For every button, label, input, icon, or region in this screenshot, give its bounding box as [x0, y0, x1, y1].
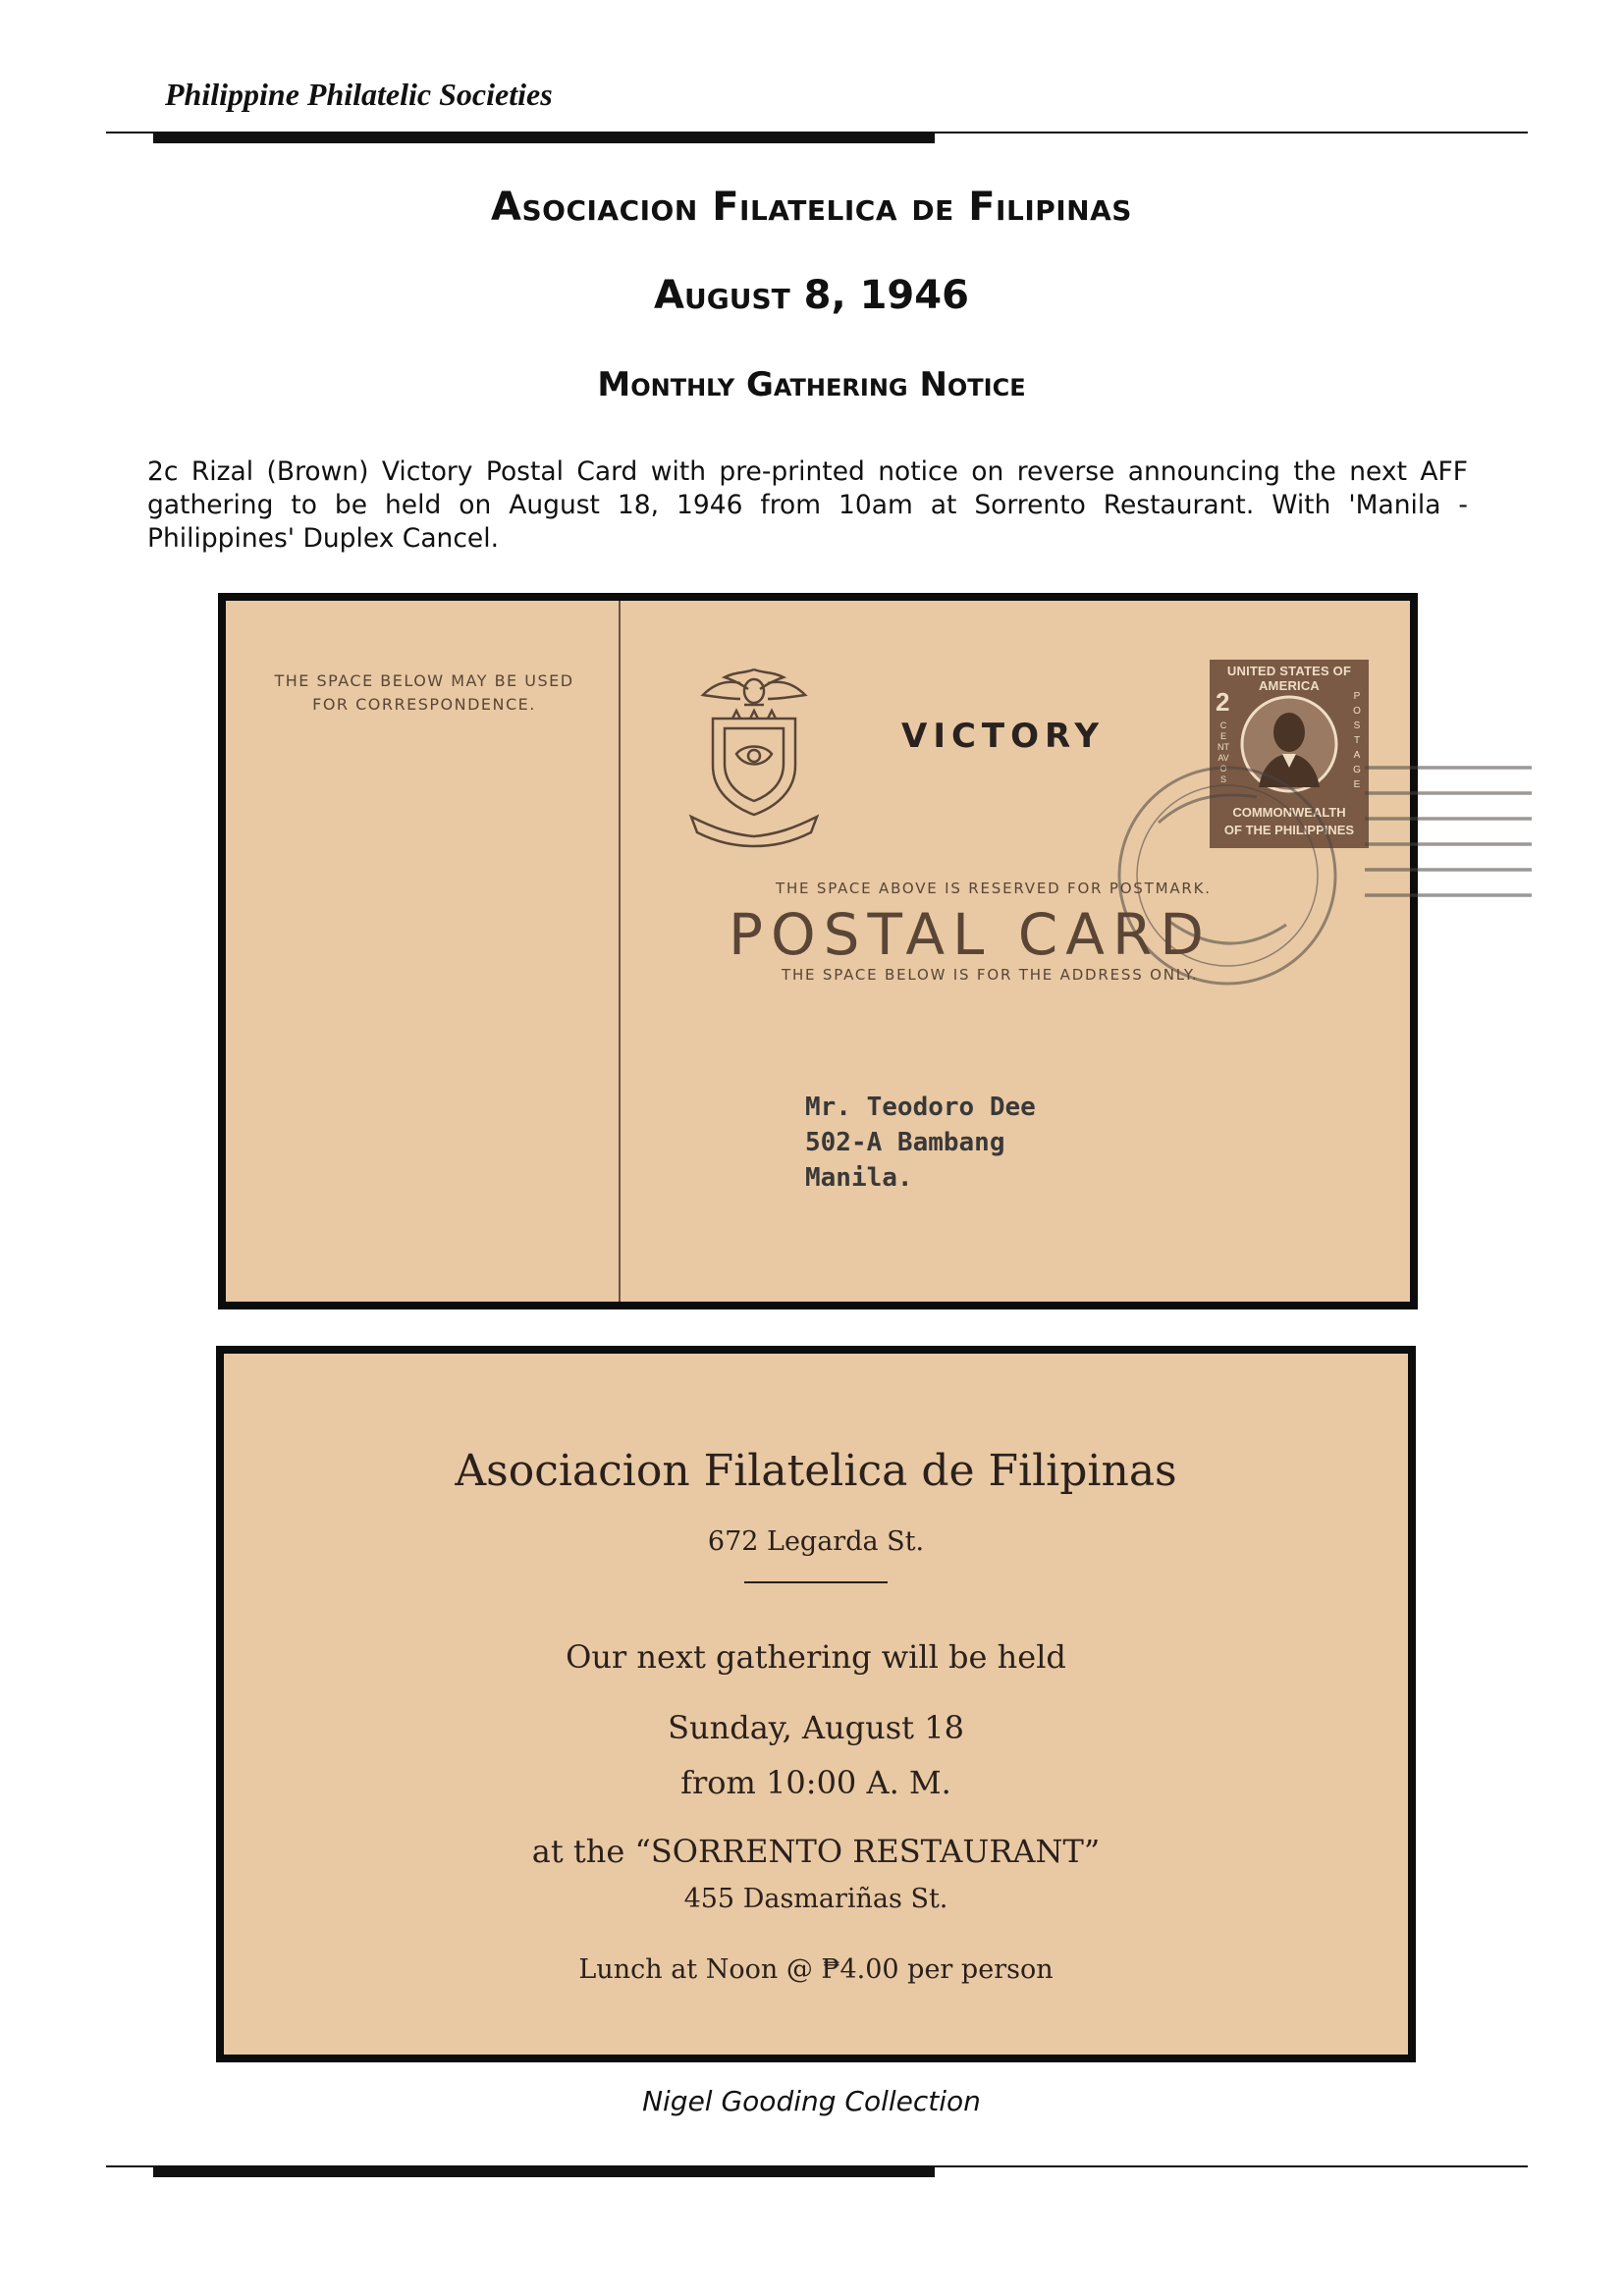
page-title: Asociacion Filatelica de Filipinas: [491, 185, 1132, 230]
correspondence-note-line: FOR CORRESPONDENCE.: [312, 695, 536, 714]
description: 2c Rizal (Brown) Victory Postal Card with pre-printed notice on reverse announcing the next AFF gathering to be held on August 18, 1946 from 10am at Sorrento Restaurant. With 'Manila - Philippines' Duplex Cancel.: [147, 456, 1468, 554]
stamp-currency: CENTAVOS: [1217, 721, 1229, 784]
notice-society-address: 672 Legarda St.: [707, 1526, 925, 1557]
address-line: Mr. Teodoro Dee: [805, 1093, 1036, 1122]
page-subtitle: Monthly Gathering Notice: [597, 365, 1026, 404]
stamp-commonwealth: COMMONWEALTH: [1232, 805, 1346, 820]
card-divider: [619, 601, 621, 1302]
address-only-note: THE SPACE BELOW IS FOR THE ADDRESS ONLY.: [782, 966, 1199, 984]
notice-venue-address: 455 Dasmariñas St.: [683, 1884, 948, 1914]
postmark-reserved-note: THE SPACE ABOVE IS RESERVED FOR POSTMARK.: [776, 880, 1212, 897]
notice-line: Our next gathering will be held: [566, 1638, 1066, 1676]
notice-rule: [744, 1581, 888, 1583]
notice-time: from 10:00 A. M.: [680, 1764, 951, 1801]
correspondence-note-line: THE SPACE BELOW MAY BE USED: [274, 671, 574, 690]
footer-rule-thick: [153, 2165, 935, 2177]
postal-card-front: [218, 593, 1418, 1309]
address-line: 502-A Bambang: [805, 1128, 1005, 1157]
notice-venue: at the “SORRENTO RESTAURANT”: [531, 1833, 1101, 1870]
notice-date: Sunday, August 18: [668, 1709, 964, 1746]
page-header-title: Philippine Philatelic Societies: [165, 77, 553, 112]
postal-card-label: POSTAL CARD: [729, 901, 1212, 968]
postal-card-back: [216, 1346, 1416, 2062]
stamp-value: 2: [1216, 687, 1230, 717]
collection-caption: Nigel Gooding Collection: [642, 2085, 981, 2117]
address-line: Manila.: [805, 1163, 913, 1193]
recipient-address: [805, 1090, 1036, 1196]
victory-label: VICTORY: [901, 717, 1105, 756]
header-rule-thick: [153, 132, 935, 143]
stamp-country: UNITED STATES OF AMERICA: [1226, 664, 1352, 693]
notice-title: Asociacion Filatelica de Filipinas: [455, 1446, 1177, 1496]
stamp-philippines: OF THE PHILIPPINES: [1223, 823, 1355, 837]
notice-lunch: Lunch at Noon @ ₱4.00 per person: [578, 1954, 1054, 1985]
stamp-postage: POSTAGE: [1353, 691, 1361, 790]
page-date: August 8, 1946: [654, 273, 969, 318]
coat-of-arms-icon: [685, 660, 823, 856]
correspondence-note: [247, 669, 601, 717]
